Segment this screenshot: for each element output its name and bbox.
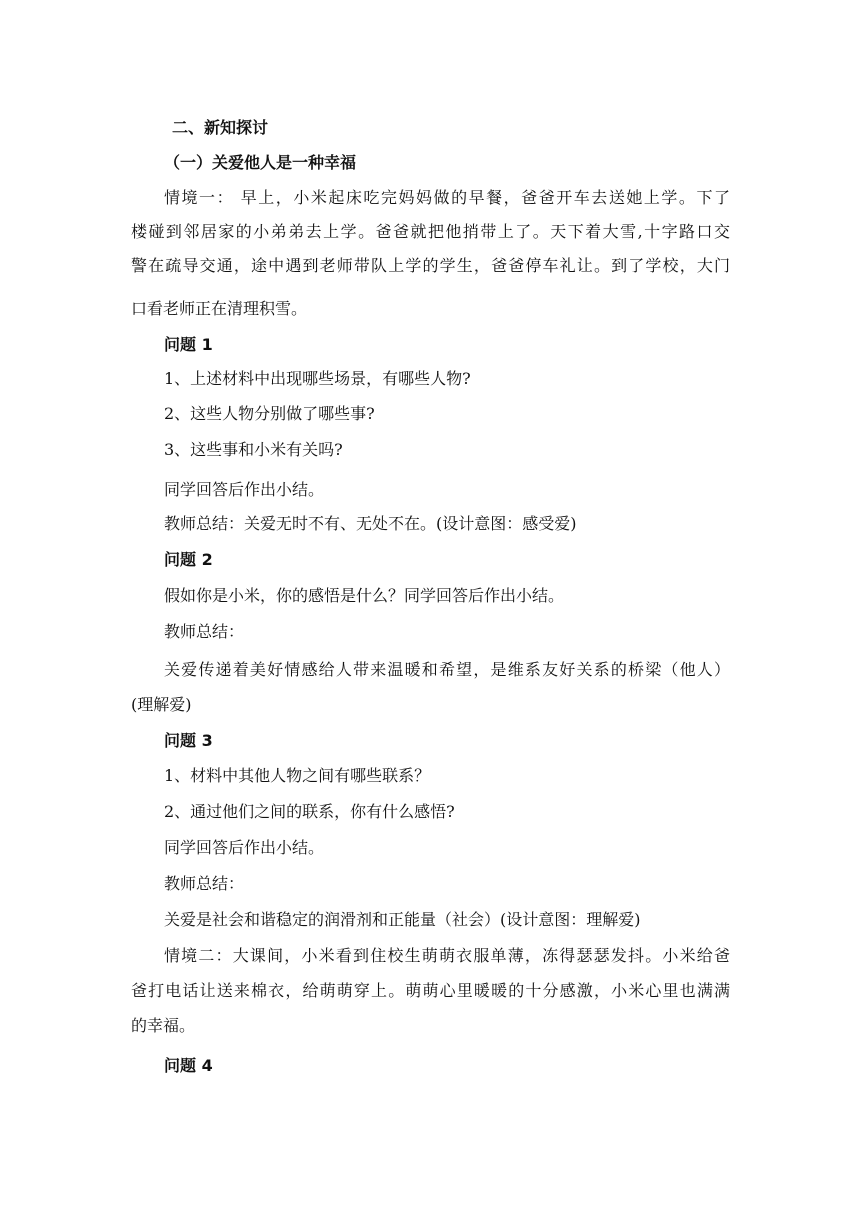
question3-summary-label: 教师总结： (164, 874, 245, 893)
scenario2-line3: 的幸福。 (131, 1016, 196, 1035)
question1-item-2: 2、这些人物分别做了哪些事? (164, 404, 375, 423)
question2-text: 假如你是小米，你的感悟是什么？同学回答后作出小结。 (164, 586, 565, 605)
question1-title: 问题 1 (164, 335, 213, 354)
question3-summary: 关爱是社会和谐稳定的润滑剂和正能量（社会）(设计意图：理解爱) (164, 910, 641, 929)
question2-title: 问题 2 (164, 550, 213, 569)
question3-item-2: 2、通过他们之间的联系，你有什么感悟? (164, 802, 455, 821)
question1-answer: 同学回答后作出小结。 (164, 480, 325, 499)
question3-title: 问题 3 (164, 731, 213, 750)
question1-item-1: 1、上述材料中出现哪些场景，有哪些人物? (164, 369, 471, 388)
question1-summary: 教师总结：关爱无时不有、无处不在。(设计意图：感受爱) (164, 514, 577, 533)
question4-title: 问题 4 (164, 1056, 213, 1075)
question2-summary-label: 教师总结： (164, 622, 245, 641)
question1-item-3: 3、这些事和小米有关吗? (164, 440, 343, 459)
question3-answer: 同学回答后作出小结。 (164, 838, 325, 857)
scenario2-line2: 爸打电话让送来棉衣，给萌萌穿上。萌萌心里暖暖的十分感激，小米心里也满满 (131, 981, 730, 1000)
scenario1-line3: 警在疏导交通，途中遇到老师带队上学的学生，爸爸停车礼让。到了学校，大门 (131, 256, 730, 275)
question2-summary-line2: (理解爱) (131, 695, 192, 714)
scenario1-line4: 口看老师正在清理积雪。 (131, 299, 308, 318)
scenario1-line2: 楼碰到邻居家的小弟弟去上学。爸爸就把他捎带上了。天下着大雪,十字路口交 (131, 222, 730, 241)
question3-item-1: 1、材料中其他人物之间有哪些联系？ (164, 766, 431, 785)
scenario2-line1: 情境二：大课间，小米看到住校生萌萌衣服单薄，冻得瑟瑟发抖。小米给爸 (164, 946, 730, 965)
section-heading: 二、新知探讨 (172, 118, 269, 137)
subsection-heading: （一）关爱他人是一种幸福 (164, 153, 357, 172)
scenario1-line1: 情境一： 早上，小米起床吃完妈妈做的早餐，爸爸开车去送她上学。下了 (164, 188, 730, 207)
question2-summary-line1: 关爱传递着美好情感给人带来温暖和希望，是维系友好关系的桥梁（他人） (164, 660, 730, 679)
